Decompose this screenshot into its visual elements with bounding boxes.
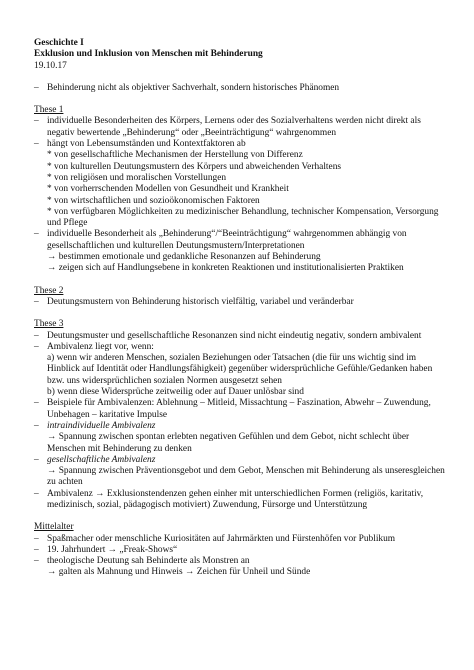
dash-bullet-icon: – (34, 139, 39, 150)
dash-bullet-icon: – (34, 488, 39, 499)
course-title: Geschichte I (34, 38, 84, 48)
dash-bullet-icon: – (34, 544, 39, 555)
bullet-item (34, 534, 446, 545)
sub-line: a) wenn wir anderen Menschen, sozialen Beziehungen oder Tatsachen (die für uns wichtig sind im Hinblick auf Identität oder Handlungsfähigkeit) gegenüber widersprüchliche Gefühle/Gedanken haben bzw. uns widersprüchlichen sozialen Normen ausgesetzt sehen (47, 353, 433, 386)
spacer (34, 275, 446, 286)
sub-line: → Spannung zwischen Präventionsgebot und dem Gebot, Menschen mit Behinderung als unseresgleichen zu achten (47, 466, 445, 488)
dash-bullet-icon: – (34, 533, 39, 544)
bullet-text: Beispiele für Ambivalenzen: Ablehnung – Mitleid, Missachtung – Faszination, Abwehr – Zuwendung, Unbehagen – karitative Impulse (47, 398, 431, 420)
lecture-date: 19.10.17 (34, 60, 67, 71)
bullet-item (34, 489, 446, 512)
dash-bullet-icon: – (34, 420, 39, 431)
spacer (34, 511, 446, 522)
bullet-text: 19. Jahrhundert → „Freak-Shows“ (47, 544, 178, 555)
bullet-text: theologische Deutung sah Behinderte als Monstren an (47, 556, 250, 567)
bullet-text: intraindividuelle Ambivalenz (47, 420, 156, 431)
sub-line: b) wenn diese Widersprüche zeitweilig oder auf Dauer unlösbar sind (47, 387, 304, 398)
document-page (34, 38, 446, 579)
sub-line: * von wirtschaftlichen und sozioökonomischen Faktoren (47, 195, 260, 206)
sub-line: * von gesellschaftliche Mechanismen der Herstellung von Differenz (47, 150, 303, 161)
sub-line: * von kulturellen Deutungsmustern des Körpers und abweichenden Verhaltens (47, 161, 342, 172)
bullet-text: gesellschaftliche Ambivalenz (47, 454, 156, 465)
bullet-text: individuelle Besonderheit als „Behinderung“/“Beeinträchtigung“ wahrgenommen abhängig von gesellschaftlichen und kulturellen Deutungsmustern/Interpretationen (47, 229, 407, 251)
bullet-item (34, 116, 446, 139)
dash-bullet-icon: – (34, 116, 39, 127)
bullet-item (34, 455, 446, 489)
bullet-item (34, 545, 446, 556)
spacer (34, 72, 446, 83)
sub-line: → zeigen sich auf Handlungsebene in konkreten Reaktionen und institutionalisierten Praktiken (47, 263, 404, 274)
dash-bullet-icon: – (34, 229, 39, 240)
dash-bullet-icon: – (34, 398, 39, 409)
section-heading: These 3 (34, 319, 64, 330)
section-heading: These 1 (34, 105, 64, 116)
sub-line: * von verfügbaren Möglichkeiten zu medizinischer Behandlung, technischer Kompensation, Versorgung und Pflege (47, 206, 439, 229)
sub-line: * von religiösen und moralischen Vorstellungen (47, 172, 227, 183)
lecture-title: Exklusion und Inklusion von Menschen mit Behinderung (34, 49, 263, 60)
bullet-item (34, 421, 446, 455)
bullet-item (34, 398, 446, 421)
section-heading: These 2 (34, 285, 64, 296)
bullet-text: Deutungsmustern von Behinderung historisch vielfältig, variabel und veränderbar (47, 296, 354, 307)
bullet-item (34, 331, 446, 342)
sub-line: * von vorherrschenden Modellen von Gesundheit und Krankheit (47, 184, 289, 195)
bullet-text: Deutungsmuster und gesellschaftliche Resonanzen sind nicht eindeutig negativ, sondern ambivalent (47, 330, 422, 341)
sub-line: → bestimmen emotionale und gedankliche Resonanzen auf Behinderung (47, 252, 321, 263)
bullet-item (34, 342, 446, 398)
dash-bullet-icon: – (34, 341, 39, 352)
bullet-text: Behinderung nicht als objektiver Sachverhalt, sondern historisches Phänomen (47, 82, 340, 93)
intro-list (34, 83, 446, 94)
dash-bullet-icon: – (34, 330, 39, 341)
bullet-item (34, 556, 446, 579)
sections-container (34, 94, 446, 579)
bullet-text: Ambivalenz liegt vor, wenn: (47, 341, 154, 352)
dash-bullet-icon: – (34, 82, 39, 93)
dash-bullet-icon: – (34, 556, 39, 567)
spacer (34, 308, 446, 319)
bullet-text: Ambivalenz → Exklusionstendenzen gehen einher mit unterschiedlichen Formen (religiös, karitativ, medizinisch, sozial, pädagogisch motiviert) Zuwendung, Fürsorge und Unterstützung (47, 488, 424, 510)
bullet-text: hängt von Lebensumständen und Kontextfaktoren ab (47, 139, 246, 150)
bullet-text: Spaßmacher oder menschliche Kuriositäten auf Jahrmärkten und Fürstenhöfen vor Publikum (47, 533, 396, 544)
section-heading: Mittelalter (34, 522, 74, 533)
dash-bullet-icon: – (34, 454, 39, 465)
sub-line: → Spannung zwischen spontan erlebten negativen Gefühlen und dem Gebot, nicht schlecht über Menschen mit Behinderung zu denken (47, 432, 410, 454)
sub-line: → galten als Mahnung und Hinweis → Zeichen für Unheil und Sünde (47, 567, 311, 578)
bullet-item (34, 83, 446, 94)
dash-bullet-icon: – (34, 296, 39, 307)
bullet-item (34, 297, 446, 308)
bullet-item (34, 229, 446, 274)
spacer (34, 94, 446, 105)
bullet-item (34, 139, 446, 229)
bullet-text: individuelle Besonderheiten des Körpers, Lernens oder des Sozialverhaltens werden nicht direkt als negativ bewertende „Behinderung“ oder „Beeinträchtigung“ wahrgenommen (47, 116, 421, 138)
